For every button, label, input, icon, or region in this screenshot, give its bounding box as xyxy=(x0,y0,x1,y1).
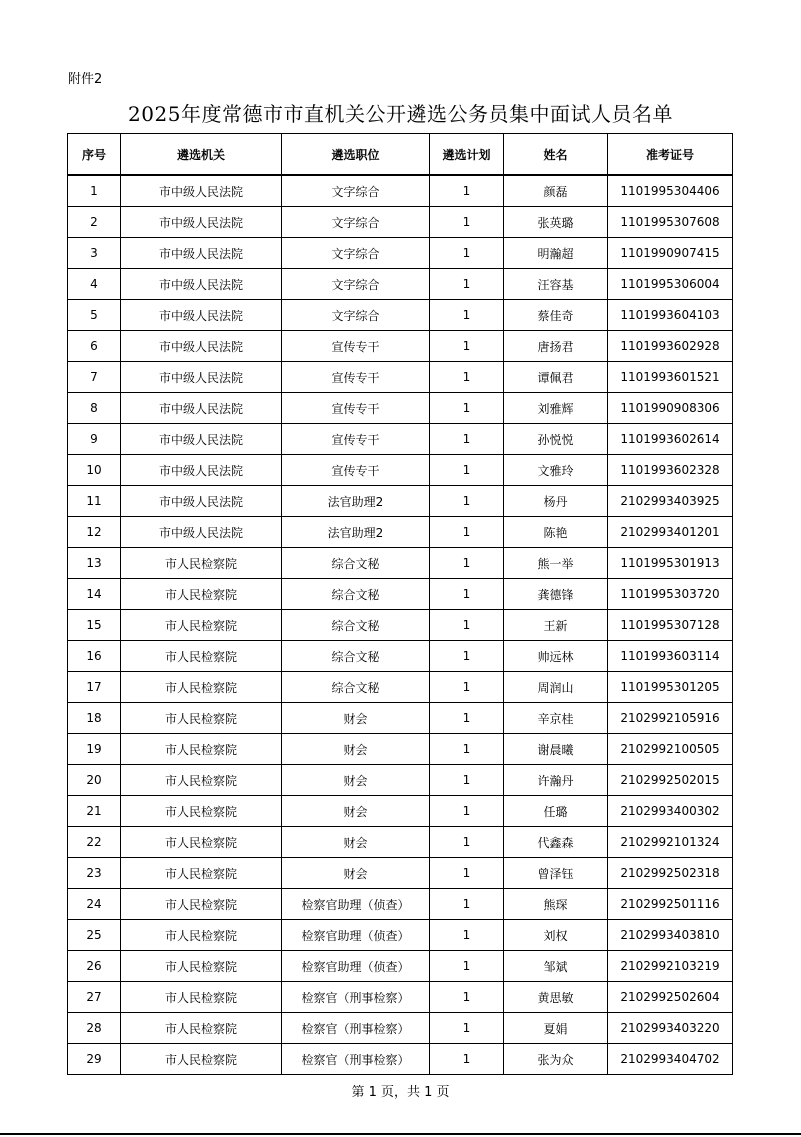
cell-position: 综合文秘 xyxy=(282,548,430,579)
cell-exam-number: 2102992105916 xyxy=(608,703,733,734)
cell-name: 张英璐 xyxy=(504,207,608,238)
cell-plan: 1 xyxy=(430,393,504,424)
cell-exam-number: 2102992103219 xyxy=(608,951,733,982)
cell-serial: 3 xyxy=(68,238,121,269)
cell-exam-number: 1101990907415 xyxy=(608,238,733,269)
cell-plan: 1 xyxy=(430,517,504,548)
cell-exam-number: 1101995301205 xyxy=(608,672,733,703)
cell-exam-number: 1101995303720 xyxy=(608,579,733,610)
table-row xyxy=(68,827,733,858)
cell-agency: 市中级人民法院 xyxy=(121,207,282,238)
cell-serial: 20 xyxy=(68,765,121,796)
cell-exam-number: 2102992502015 xyxy=(608,765,733,796)
cell-exam-number: 2102992502318 xyxy=(608,858,733,889)
cell-position: 法官助理2 xyxy=(282,517,430,548)
cell-position: 检察官助理（侦查） xyxy=(282,889,430,920)
cell-name: 黄思敏 xyxy=(504,982,608,1013)
cell-agency: 市人民检察院 xyxy=(121,982,282,1013)
cell-exam-number: 1101993602614 xyxy=(608,424,733,455)
table-row xyxy=(68,579,733,610)
cell-serial: 17 xyxy=(68,672,121,703)
cell-exam-number: 1101990908306 xyxy=(608,393,733,424)
cell-serial: 24 xyxy=(68,889,121,920)
page-footer: 第 1 页，共 1 页 xyxy=(351,1085,450,1100)
cell-serial: 25 xyxy=(68,920,121,951)
header-position: 遴选职位 xyxy=(282,134,430,176)
cell-agency: 市中级人民法院 xyxy=(121,517,282,548)
cell-agency: 市人民检察院 xyxy=(121,951,282,982)
cell-exam-number: 2102993400302 xyxy=(608,796,733,827)
table-row xyxy=(68,734,733,765)
cell-position: 检察官（刑事检察） xyxy=(282,1044,430,1075)
cell-agency: 市人民检察院 xyxy=(121,703,282,734)
cell-agency: 市人民检察院 xyxy=(121,610,282,641)
header-plan: 遴选计划 xyxy=(430,134,504,176)
cell-serial: 8 xyxy=(68,393,121,424)
document-title: 2025年度常德市市直机关公开遴选公务员集中面试人员名单 xyxy=(128,102,673,126)
cell-exam-number: 2102992101324 xyxy=(608,827,733,858)
cell-exam-number: 1101995304406 xyxy=(608,175,733,207)
table-row xyxy=(68,982,733,1013)
cell-serial: 16 xyxy=(68,641,121,672)
cell-plan: 1 xyxy=(430,455,504,486)
cell-name: 熊琛 xyxy=(504,889,608,920)
cell-agency: 市中级人民法院 xyxy=(121,331,282,362)
cell-exam-number: 1101995301913 xyxy=(608,548,733,579)
cell-plan: 1 xyxy=(430,362,504,393)
cell-agency: 市中级人民法院 xyxy=(121,455,282,486)
cell-agency: 市人民检察院 xyxy=(121,672,282,703)
cell-serial: 1 xyxy=(68,175,121,207)
cell-plan: 1 xyxy=(430,1013,504,1044)
bottom-divider xyxy=(0,1133,801,1135)
cell-serial: 9 xyxy=(68,424,121,455)
cell-name: 刘雅辉 xyxy=(504,393,608,424)
cell-name: 杨丹 xyxy=(504,486,608,517)
cell-plan: 1 xyxy=(430,672,504,703)
cell-agency: 市人民检察院 xyxy=(121,765,282,796)
cell-position: 文字综合 xyxy=(282,207,430,238)
cell-agency: 市人民检察院 xyxy=(121,920,282,951)
header-agency: 遴选机关 xyxy=(121,134,282,176)
cell-serial: 10 xyxy=(68,455,121,486)
cell-plan: 1 xyxy=(430,548,504,579)
cell-exam-number: 2102993403810 xyxy=(608,920,733,951)
table-row xyxy=(68,548,733,579)
cell-name: 曾泽钰 xyxy=(504,858,608,889)
cell-serial: 5 xyxy=(68,300,121,331)
cell-position: 宣传专干 xyxy=(282,393,430,424)
cell-position: 文字综合 xyxy=(282,269,430,300)
cell-name: 明瀚超 xyxy=(504,238,608,269)
table-row xyxy=(68,393,733,424)
cell-plan: 1 xyxy=(430,238,504,269)
cell-exam-number: 1101995307128 xyxy=(608,610,733,641)
cell-agency: 市中级人民法院 xyxy=(121,238,282,269)
table-row xyxy=(68,889,733,920)
cell-serial: 18 xyxy=(68,703,121,734)
cell-plan: 1 xyxy=(430,920,504,951)
table-row xyxy=(68,362,733,393)
cell-exam-number: 2102993404702 xyxy=(608,1044,733,1075)
cell-name: 汪容基 xyxy=(504,269,608,300)
table-row xyxy=(68,641,733,672)
cell-exam-number: 1101993603114 xyxy=(608,641,733,672)
cell-plan: 1 xyxy=(430,951,504,982)
cell-serial: 28 xyxy=(68,1013,121,1044)
cell-name: 陈艳 xyxy=(504,517,608,548)
table-row xyxy=(68,920,733,951)
cell-name: 邹斌 xyxy=(504,951,608,982)
cell-name: 龚德锋 xyxy=(504,579,608,610)
cell-agency: 市人民检察院 xyxy=(121,579,282,610)
cell-name: 许瀚丹 xyxy=(504,765,608,796)
cell-plan: 1 xyxy=(430,734,504,765)
header-serial: 序号 xyxy=(68,134,121,176)
cell-position: 综合文秘 xyxy=(282,641,430,672)
cell-exam-number: 1101993601521 xyxy=(608,362,733,393)
table-header xyxy=(68,134,733,176)
table-row xyxy=(68,672,733,703)
cell-plan: 1 xyxy=(430,703,504,734)
table-body xyxy=(68,175,733,1075)
cell-serial: 6 xyxy=(68,331,121,362)
table-row xyxy=(68,331,733,362)
cell-exam-number: 1101995306004 xyxy=(608,269,733,300)
cell-position: 财会 xyxy=(282,827,430,858)
cell-plan: 1 xyxy=(430,765,504,796)
cell-serial: 27 xyxy=(68,982,121,1013)
cell-name: 刘权 xyxy=(504,920,608,951)
table-row xyxy=(68,765,733,796)
cell-agency: 市中级人民法院 xyxy=(121,362,282,393)
cell-plan: 1 xyxy=(430,827,504,858)
cell-serial: 11 xyxy=(68,486,121,517)
cell-serial: 21 xyxy=(68,796,121,827)
cell-plan: 1 xyxy=(430,300,504,331)
cell-serial: 2 xyxy=(68,207,121,238)
cell-name: 谭佩君 xyxy=(504,362,608,393)
table-row xyxy=(68,269,733,300)
table-row xyxy=(68,796,733,827)
cell-position: 宣传专干 xyxy=(282,455,430,486)
cell-serial: 23 xyxy=(68,858,121,889)
cell-serial: 26 xyxy=(68,951,121,982)
attachment-label: 附件2 xyxy=(68,72,103,87)
cell-name: 辛京桂 xyxy=(504,703,608,734)
cell-position: 财会 xyxy=(282,796,430,827)
cell-agency: 市人民检察院 xyxy=(121,734,282,765)
cell-exam-number: 1101995307608 xyxy=(608,207,733,238)
cell-position: 文字综合 xyxy=(282,175,430,207)
cell-position: 文字综合 xyxy=(282,238,430,269)
cell-name: 熊一举 xyxy=(504,548,608,579)
cell-agency: 市人民检察院 xyxy=(121,641,282,672)
cell-name: 夏娟 xyxy=(504,1013,608,1044)
header-exam-number: 准考证号 xyxy=(608,134,733,176)
cell-agency: 市人民检察院 xyxy=(121,548,282,579)
cell-serial: 4 xyxy=(68,269,121,300)
table-row xyxy=(68,858,733,889)
cell-exam-number: 2102993401201 xyxy=(608,517,733,548)
cell-agency: 市中级人民法院 xyxy=(121,424,282,455)
cell-serial: 19 xyxy=(68,734,121,765)
cell-exam-number: 2102993403220 xyxy=(608,1013,733,1044)
cell-serial: 13 xyxy=(68,548,121,579)
header-name: 姓名 xyxy=(504,134,608,176)
cell-plan: 1 xyxy=(430,331,504,362)
table-row xyxy=(68,300,733,331)
table-row xyxy=(68,486,733,517)
cell-position: 检察官助理（侦查） xyxy=(282,951,430,982)
cell-agency: 市中级人民法院 xyxy=(121,393,282,424)
cell-name: 谢晨曦 xyxy=(504,734,608,765)
table-row xyxy=(68,951,733,982)
cell-position: 宣传专干 xyxy=(282,331,430,362)
table-row xyxy=(68,610,733,641)
table-row xyxy=(68,455,733,486)
cell-plan: 1 xyxy=(430,424,504,455)
cell-position: 财会 xyxy=(282,703,430,734)
cell-name: 帅远林 xyxy=(504,641,608,672)
cell-exam-number: 1101993602928 xyxy=(608,331,733,362)
cell-plan: 1 xyxy=(430,579,504,610)
cell-serial: 15 xyxy=(68,610,121,641)
cell-name: 孙悦悦 xyxy=(504,424,608,455)
cell-serial: 12 xyxy=(68,517,121,548)
table-row xyxy=(68,1044,733,1075)
table-row xyxy=(68,424,733,455)
candidate-table xyxy=(67,133,733,1075)
cell-plan: 1 xyxy=(430,610,504,641)
cell-plan: 1 xyxy=(430,641,504,672)
table-row xyxy=(68,238,733,269)
cell-position: 检察官（刑事检察） xyxy=(282,1013,430,1044)
table-row xyxy=(68,207,733,238)
table-row xyxy=(68,517,733,548)
cell-position: 检察官（刑事检察） xyxy=(282,982,430,1013)
table-row xyxy=(68,175,733,207)
cell-position: 检察官助理（侦查） xyxy=(282,920,430,951)
cell-plan: 1 xyxy=(430,982,504,1013)
cell-plan: 1 xyxy=(430,858,504,889)
cell-agency: 市中级人民法院 xyxy=(121,269,282,300)
cell-position: 法官助理2 xyxy=(282,486,430,517)
cell-exam-number: 1101993604103 xyxy=(608,300,733,331)
cell-agency: 市人民检察院 xyxy=(121,858,282,889)
cell-name: 蔡佳奇 xyxy=(504,300,608,331)
cell-name: 代鑫森 xyxy=(504,827,608,858)
cell-serial: 22 xyxy=(68,827,121,858)
cell-position: 综合文秘 xyxy=(282,610,430,641)
cell-position: 综合文秘 xyxy=(282,672,430,703)
header-row xyxy=(68,134,733,176)
table-row xyxy=(68,703,733,734)
cell-name: 唐扬君 xyxy=(504,331,608,362)
cell-exam-number: 2102992502604 xyxy=(608,982,733,1013)
cell-name: 王新 xyxy=(504,610,608,641)
cell-serial: 29 xyxy=(68,1044,121,1075)
cell-plan: 1 xyxy=(430,207,504,238)
cell-plan: 1 xyxy=(430,486,504,517)
cell-plan: 1 xyxy=(430,889,504,920)
cell-position: 综合文秘 xyxy=(282,579,430,610)
cell-name: 张为众 xyxy=(504,1044,608,1075)
table-row xyxy=(68,1013,733,1044)
cell-name: 周润山 xyxy=(504,672,608,703)
cell-exam-number: 2102992501116 xyxy=(608,889,733,920)
cell-agency: 市人民检察院 xyxy=(121,796,282,827)
cell-agency: 市中级人民法院 xyxy=(121,300,282,331)
cell-name: 文雅玲 xyxy=(504,455,608,486)
cell-serial: 14 xyxy=(68,579,121,610)
cell-agency: 市人民检察院 xyxy=(121,827,282,858)
cell-exam-number: 2102992100505 xyxy=(608,734,733,765)
cell-exam-number: 1101993602328 xyxy=(608,455,733,486)
cell-plan: 1 xyxy=(430,269,504,300)
cell-plan: 1 xyxy=(430,796,504,827)
cell-agency: 市中级人民法院 xyxy=(121,486,282,517)
cell-agency: 市人民检察院 xyxy=(121,889,282,920)
cell-name: 颜磊 xyxy=(504,175,608,207)
cell-position: 宣传专干 xyxy=(282,424,430,455)
cell-exam-number: 2102993403925 xyxy=(608,486,733,517)
cell-agency: 市中级人民法院 xyxy=(121,175,282,207)
cell-plan: 1 xyxy=(430,1044,504,1075)
cell-agency: 市人民检察院 xyxy=(121,1044,282,1075)
cell-position: 财会 xyxy=(282,765,430,796)
cell-position: 文字综合 xyxy=(282,300,430,331)
cell-name: 任璐 xyxy=(504,796,608,827)
cell-agency: 市人民检察院 xyxy=(121,1013,282,1044)
cell-plan: 1 xyxy=(430,175,504,207)
cell-position: 财会 xyxy=(282,734,430,765)
cell-serial: 7 xyxy=(68,362,121,393)
cell-position: 宣传专干 xyxy=(282,362,430,393)
cell-position: 财会 xyxy=(282,858,430,889)
